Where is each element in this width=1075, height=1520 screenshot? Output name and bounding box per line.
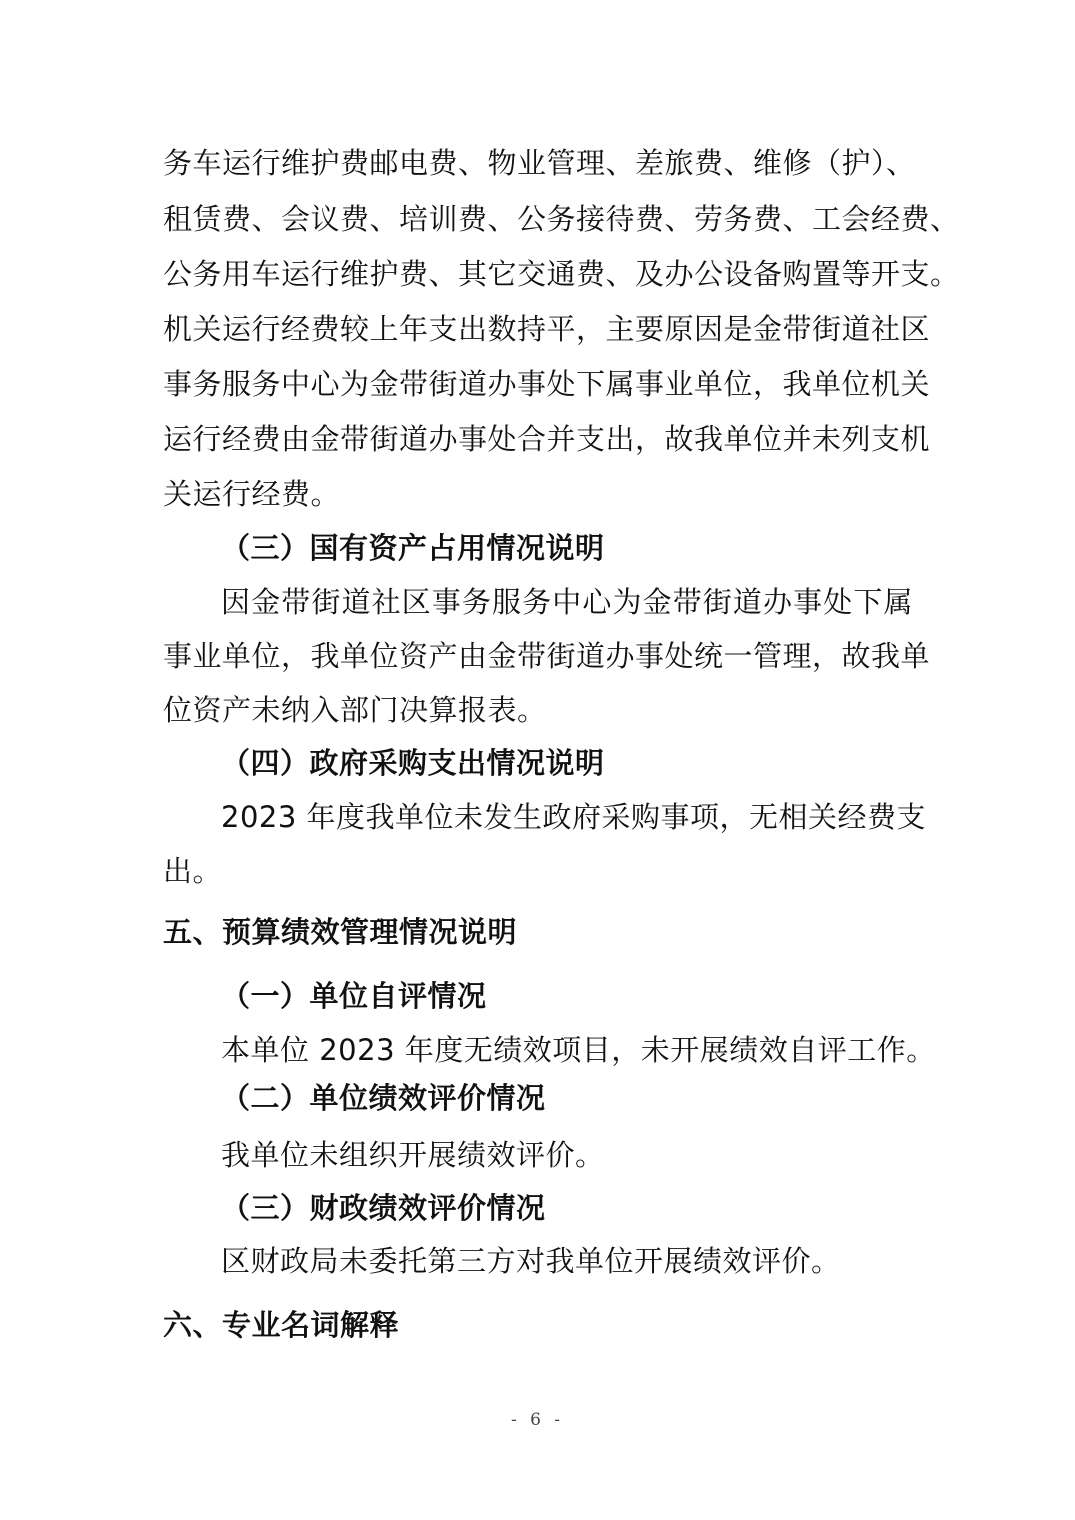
subsection-heading-finance-evaluation: （三）财政绩效评价情况 [221,1191,546,1225]
paragraph-line: 关运行经费。 [163,477,341,511]
subsection-heading-self-evaluation: （一）单位自评情况 [221,979,487,1013]
paragraph-line: 事务服务中心为金带街道办事处下属事业单位，我单位机关 [163,367,931,401]
paragraph-line: 务车运行维护费邮电费、物业管理、差旅费、维修（护）、 [163,146,916,180]
paragraph-line: 运行经费由金带街道办事处合并支出，故我单位并未列支机 [163,422,931,456]
paragraph-line: 本单位 2023 年度无绩效项目，未开展绩效自评工作。 [221,1033,936,1067]
paragraph-line: 租赁费、会议费、培训费、公务接待费、劳务费、工会经费、 [163,202,960,236]
paragraph-line: 因金带街道社区事务服务中心为金带街道办事处下属 [221,585,913,619]
paragraph-line: 出。 [163,854,223,888]
section-heading-procurement: （四）政府采购支出情况说明 [221,746,605,780]
paragraph-line: 机关运行经费较上年支出数持平，主要原因是金带街道社区 [163,312,931,346]
paragraph-line: 位资产未纳入部门决算报表。 [163,693,547,727]
paragraph-line: 2023 年度我单位未发生政府采购事项，无相关经费支 [221,800,927,834]
page-number: - 6 - [510,1410,565,1430]
paragraph-line: 公务用车运行维护费、其它交通费、及办公设备购置等开支。 [163,257,960,291]
paragraph-line: 我单位未组织开展绩效评价。 [221,1138,605,1172]
paragraph-line: 区财政局未委托第三方对我单位开展绩效评价。 [221,1244,841,1278]
section-heading-six: 六、专业名词解释 [163,1308,400,1342]
subsection-heading-unit-evaluation: （二）单位绩效评价情况 [221,1081,546,1115]
paragraph-line: 事业单位，我单位资产由金带街道办事处统一管理，故我单 [163,639,931,673]
section-heading-assets: （三）国有资产占用情况说明 [221,531,605,565]
section-heading-five: 五、预算绩效管理情况说明 [163,915,518,949]
